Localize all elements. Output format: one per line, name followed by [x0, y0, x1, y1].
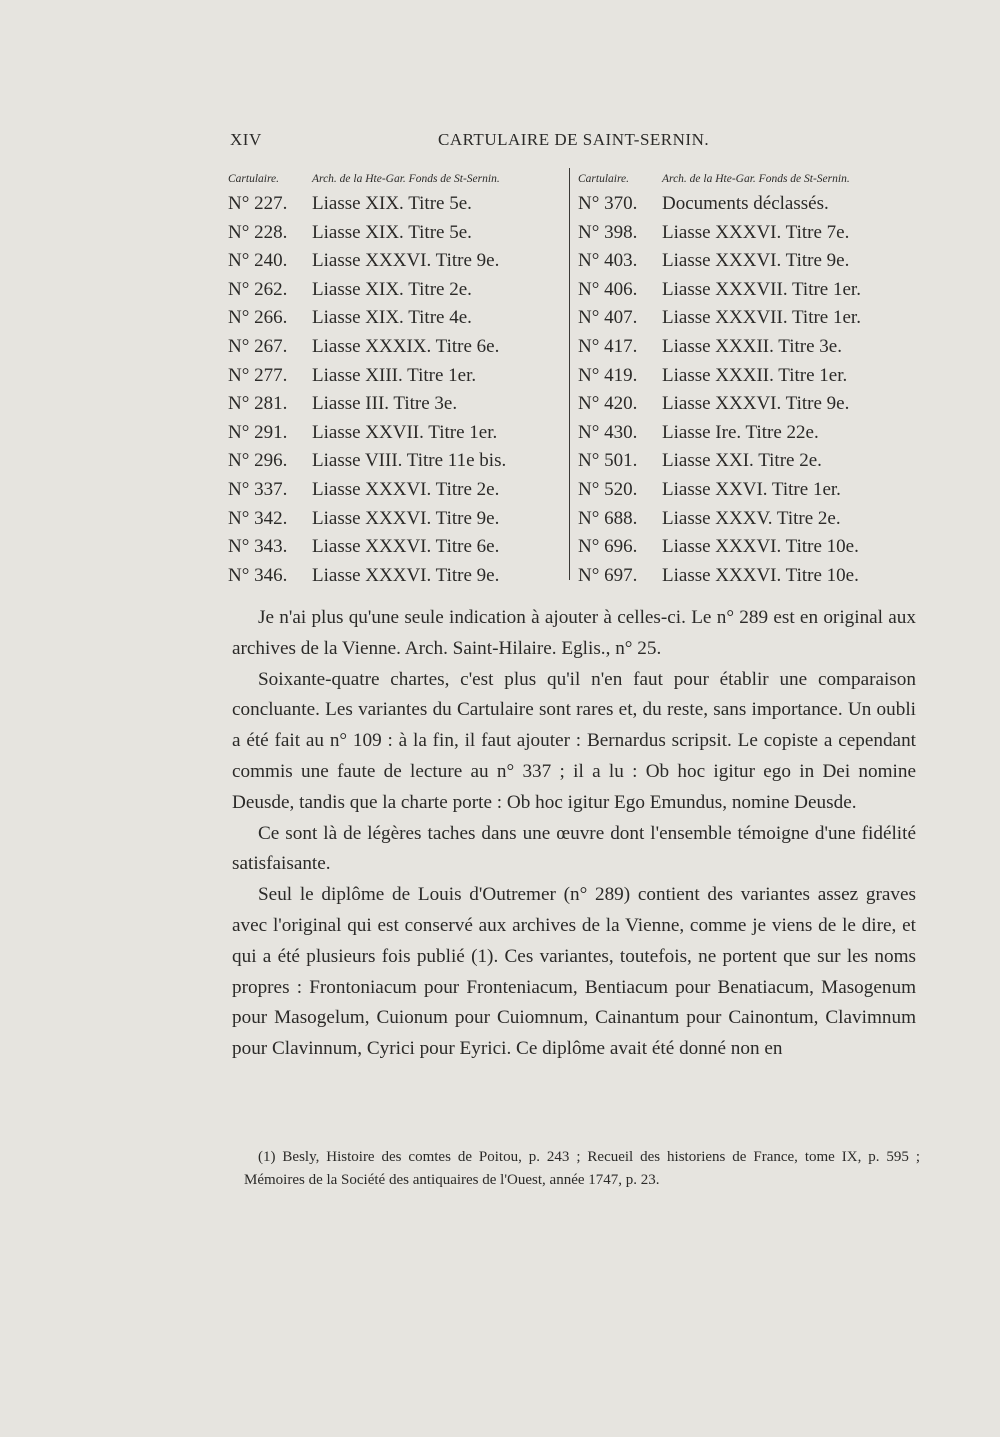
table-row	[228, 562, 568, 591]
archive-reference: Liasse XIX. Titre 2e.	[312, 278, 472, 300]
archive-reference: Liasse XXXII. Titre 1er.	[662, 364, 848, 386]
table-row	[228, 219, 568, 248]
charter-number: N° 281.	[228, 393, 288, 415]
table-row	[578, 476, 918, 505]
charter-number: N° 370.	[578, 193, 638, 214]
table-row	[578, 247, 918, 276]
table-row	[228, 362, 568, 391]
archive-reference: Liasse XXXVI. Titre 10e.	[662, 564, 859, 586]
charter-number: N° 240.	[228, 250, 288, 272]
charter-number: N° 227.	[228, 193, 288, 214]
charter-number: N° 398.	[578, 221, 638, 243]
paragraph: Ce sont là de légères taches dans une œuvre dont l'ensemble témoigne d'une fidélité satisfaisante.	[232, 822, 916, 875]
table-column-right	[578, 168, 918, 590]
table-row	[578, 562, 918, 591]
table-row	[578, 533, 918, 562]
archive-reference: Documents déclassés.	[662, 193, 829, 214]
archive-reference: Liasse XXXIX. Titre 6e.	[312, 335, 500, 357]
column-header	[578, 168, 918, 190]
table-row	[228, 304, 568, 333]
body-text	[232, 603, 916, 1065]
charter-number: N° 501.	[578, 450, 638, 472]
archive-reference: Liasse XXXV. Titre 2e.	[662, 507, 841, 529]
running-header	[230, 130, 910, 154]
archive-reference: Liasse III. Titre 3e.	[312, 393, 458, 415]
column-header	[228, 168, 568, 190]
table-row	[578, 362, 918, 391]
table-row	[228, 190, 568, 219]
charter-number: N° 696.	[578, 536, 638, 558]
archive-reference: Liasse XXVI. Titre 1er.	[662, 478, 841, 500]
running-title: CARTULAIRE DE SAINT-SERNIN.	[438, 130, 710, 149]
archive-reference: Liasse XXXVI. Titre 6e.	[312, 536, 500, 558]
paragraph: Seul le diplôme de Louis d'Outremer (n° 289) contient des variantes assez graves avec l'original qui est conservé aux archives de la Vienne, comme je viens de le dire, et qui a été plusieurs fois publié (1). Ces variantes, toutefois, ne portent que sur les noms propres : Frontoniacum pour Fronteniacum, Bentiacum pour Benatiacum, Masogenum pour Masogelum, Cuionum pour Cuiomnum, Cainantum pour Cainontum, Clavimnum pour Clavinnum, Cyrici pour Eyrici. Ce diplôme avait été donné non en	[232, 884, 916, 1060]
table-row	[578, 304, 918, 333]
table-row	[228, 505, 568, 534]
charter-number: N° 407.	[578, 307, 638, 329]
archive-reference: Liasse XXXVII. Titre 1er.	[662, 278, 861, 300]
charter-number: N° 406.	[578, 278, 638, 300]
charter-number: N° 262.	[228, 278, 288, 300]
charter-number: N° 419.	[578, 364, 638, 386]
column-header-cartulaire: Cartulaire.	[228, 173, 280, 185]
footnotes	[244, 1146, 920, 1192]
charter-number: N° 342.	[228, 507, 288, 529]
table-row	[578, 276, 918, 305]
table-row	[578, 447, 918, 476]
archive-reference: Liasse VIII. Titre 11e bis.	[312, 450, 507, 472]
archive-reference: Liasse XXXVI. Titre 9e.	[662, 250, 850, 272]
page-number: XIV	[230, 130, 262, 149]
archive-reference: Liasse XIX. Titre 4e.	[312, 307, 472, 329]
archive-reference: Liasse XXXII. Titre 3e.	[662, 335, 842, 357]
paragraph: Je n'ai plus qu'une seule indication à ajouter à celles-ci. Le n° 289 est en original aux archives de la Vienne. Arch. Saint-Hilaire. Eglis., n° 25.	[232, 607, 916, 659]
concordance-table	[228, 168, 918, 588]
table-row	[228, 333, 568, 362]
table-row	[578, 333, 918, 362]
table-row	[228, 447, 568, 476]
table-row	[228, 276, 568, 305]
archive-reference: Liasse XIX. Titre 5e.	[312, 193, 472, 214]
archive-reference: Liasse XXXVI. Titre 10e.	[662, 536, 859, 558]
archive-reference: Liasse XXXVI. Titre 9e.	[312, 250, 500, 272]
archive-reference: Liasse XIX. Titre 5e.	[312, 221, 472, 243]
archive-reference: Liasse XIII. Titre 1er.	[312, 364, 477, 386]
archive-reference: Liasse XXXVI. Titre 9e.	[662, 393, 850, 415]
charter-number: N° 228.	[228, 221, 288, 243]
charter-number: N° 296.	[228, 450, 288, 472]
table-row	[578, 190, 918, 219]
archive-reference: Liasse XXXVI. Titre 9e.	[312, 507, 500, 529]
charter-number: N° 346.	[228, 564, 288, 586]
table-row	[228, 533, 568, 562]
table-row	[228, 247, 568, 276]
footnote: (1) Besly, Histoire des comtes de Poitou, p. 243 ; Recueil des historiens de France, tome IX, p. 595 ; Mémoires de la Société des antiquaires de l'Ouest, année 1747, p. 23.	[244, 1149, 920, 1188]
column-header-archives: Arch. de la Hte-Gar. Fonds de St-Sernin.	[312, 173, 500, 185]
table-row	[578, 505, 918, 534]
charter-number: N° 697.	[578, 564, 638, 586]
charter-number: N° 430.	[578, 421, 638, 443]
table-row	[578, 390, 918, 419]
charter-number: N° 337.	[228, 478, 288, 500]
archive-reference: Liasse XXI. Titre 2e.	[662, 450, 822, 472]
charter-number: N° 266.	[228, 307, 288, 329]
archive-reference: Liasse XXXVI. Titre 9e.	[312, 564, 500, 586]
table-row	[228, 390, 568, 419]
paragraph: Soixante-quatre chartes, c'est plus qu'il n'en faut pour établir une comparaison concluante. Les variantes du Cartulaire sont rares et, du reste, sans importance. Un oubli a été fait au n° 109 : à la fin, il faut ajouter : Bernardus scripsit. Le copiste a cependant commis une faute de lecture au n° 337 ; il a lu : Ob hoc igitur ego in Dei nomine Deusde, tandis que la charte porte : Ob hoc igitur Ego Emundus, nomine Deusde.	[232, 668, 916, 813]
table-row	[578, 219, 918, 248]
archive-reference: Liasse XXVII. Titre 1er.	[312, 421, 498, 443]
charter-number: N° 520.	[578, 478, 638, 500]
charter-number: N° 277.	[228, 364, 288, 386]
table-column-left	[228, 168, 568, 590]
column-divider	[569, 168, 570, 580]
charter-number: N° 688.	[578, 507, 638, 529]
column-header-archives: Arch. de la Hte-Gar. Fonds de St-Sernin.	[662, 173, 850, 185]
archive-reference: Liasse XXXVI. Titre 7e.	[662, 221, 850, 243]
table-row	[578, 419, 918, 448]
archive-reference: Liasse XXXVII. Titre 1er.	[662, 307, 861, 329]
charter-number: N° 267.	[228, 335, 288, 357]
archive-reference: Liasse XXXVI. Titre 2e.	[312, 478, 500, 500]
charter-number: N° 343.	[228, 536, 288, 558]
table-row	[228, 419, 568, 448]
charter-number: N° 417.	[578, 335, 638, 357]
charter-number: N° 403.	[578, 250, 638, 272]
column-header-cartulaire: Cartulaire.	[578, 173, 630, 185]
archive-reference: Liasse Ire. Titre 22e.	[662, 421, 819, 443]
charter-number: N° 420.	[578, 393, 638, 415]
charter-number: N° 291.	[228, 421, 288, 443]
table-row	[228, 476, 568, 505]
